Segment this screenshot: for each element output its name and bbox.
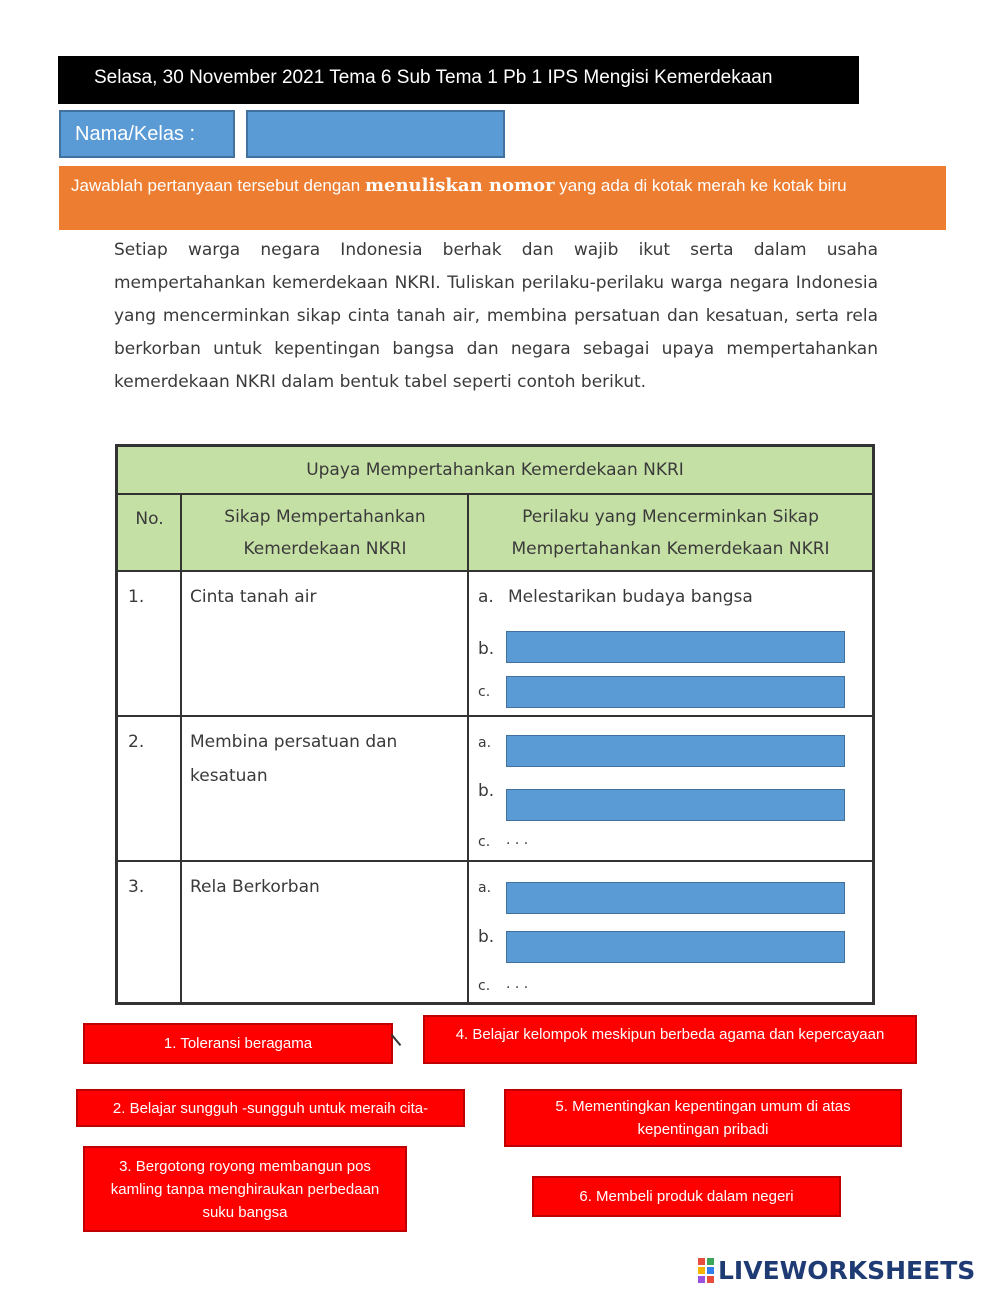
table-title: Upaya Mempertahankan Kemerdekaan NKRI bbox=[306, 460, 684, 480]
row-3-c-label: c. bbox=[478, 978, 491, 994]
page-title: Selasa, 30 November 2021 Tema 6 Sub Tema 1 Pb 1 IPS Mengisi Kemerdekaan bbox=[94, 67, 773, 88]
logo-text: LIVEWORKSHEETS bbox=[718, 1255, 976, 1285]
answer-box-2a[interactable] bbox=[506, 735, 845, 767]
answer-box-3a[interactable] bbox=[506, 882, 845, 914]
liveworksheets-logo bbox=[698, 1255, 975, 1285]
answer-card-3[interactable]: 3. Bergotong royong membangun pos kamling tanpa menghiraukan perbedaan suku bangsa bbox=[83, 1146, 407, 1232]
row-3-b-label: b. bbox=[478, 927, 495, 947]
answer-card-6[interactable]: 6. Membeli produk dalam negeri bbox=[532, 1176, 841, 1217]
table-divider bbox=[118, 493, 872, 495]
instruction-banner bbox=[59, 166, 946, 230]
row-1-a-label: a. bbox=[478, 587, 494, 607]
answer-card-4[interactable]: 4. Belajar kelompok meskipun berbeda agama dan kepercayaan bbox=[423, 1015, 917, 1064]
col-header-no: No. bbox=[135, 509, 164, 529]
answer-card-5[interactable]: 5. Mementingkan kepentingan umum di atas kepentingan pribadi bbox=[504, 1089, 902, 1147]
page-title-bar bbox=[58, 56, 859, 104]
table-divider bbox=[180, 493, 182, 1002]
row-3-c-text: . . . bbox=[506, 976, 529, 992]
answer-box-3b[interactable] bbox=[506, 931, 845, 963]
logo-icon bbox=[698, 1258, 714, 1283]
row-1-sikap: Cinta tanah air bbox=[190, 587, 317, 607]
answer-box-1b[interactable] bbox=[506, 631, 845, 663]
row-1-no: 1. bbox=[128, 587, 145, 607]
table-divider bbox=[118, 860, 872, 862]
row-1-a-text: Melestarikan budaya bangsa bbox=[508, 587, 753, 607]
answer-card-2[interactable]: 2. Belajar sungguh -sungguh untuk meraih cita- bbox=[76, 1089, 465, 1127]
table-divider bbox=[467, 493, 469, 1002]
name-class-input[interactable] bbox=[246, 110, 505, 158]
instruction-text-after: yang ada di kotak merah ke kotak biru bbox=[554, 176, 847, 195]
answer-table bbox=[115, 444, 875, 1005]
answer-box-2b[interactable] bbox=[506, 789, 845, 821]
name-class-label: Nama/Kelas : bbox=[59, 110, 235, 158]
row-2-sikap: Membina persatuan dan kesatuan bbox=[190, 732, 398, 786]
table-divider bbox=[118, 570, 872, 572]
answer-card-1[interactable]: 1. Toleransi beragama bbox=[83, 1023, 393, 1064]
instruction-text-before: Jawablah pertanyaan tersebut dengan bbox=[71, 176, 365, 195]
row-2-a-label: a. bbox=[478, 735, 492, 751]
row-2-no: 2. bbox=[128, 732, 145, 752]
col-header-perilaku-line2: Mempertahankan Kemerdekaan NKRI bbox=[511, 539, 830, 559]
col-header-sikap-line2: Kemerdekaan NKRI bbox=[243, 539, 407, 559]
question-paragraph: Setiap warga negara Indonesia berhak dan wajib ikut serta dalam usaha mempertahankan kemerdekaan NKRI. Tuliskan perilaku-perilaku warga negara Indonesia yang mencerminkan sikap cinta tanah air, membina persatuan dan kesatuan, serta rela berkorban untuk kepentingan bangsa dan negara sebagai upaya mempertahankan kemerdekaan NKRI dalam bentuk tabel seperti contoh berikut. bbox=[114, 240, 878, 392]
col-header-sikap bbox=[182, 495, 468, 570]
row-3-no: 3. bbox=[128, 877, 145, 897]
row-3-a-label: a. bbox=[478, 880, 492, 896]
row-1-c-label: c. bbox=[478, 684, 491, 700]
answer-box-1c[interactable] bbox=[506, 676, 845, 708]
col-header-perilaku-line1: Perilaku yang Mencerminkan Sikap bbox=[522, 507, 819, 527]
row-3-sikap: Rela Berkorban bbox=[190, 877, 320, 897]
col-header-sikap-line1: Sikap Mempertahankan bbox=[224, 507, 426, 527]
col-header-perilaku bbox=[469, 495, 872, 570]
table-divider bbox=[118, 715, 872, 717]
row-1-b-label: b. bbox=[478, 639, 495, 659]
instruction-emphasis: menuliskan nomor bbox=[364, 175, 555, 196]
row-2-b-label: b. bbox=[478, 781, 495, 801]
row-2-c-text: . . . bbox=[506, 832, 529, 848]
row-2-c-label: c. bbox=[478, 834, 491, 850]
